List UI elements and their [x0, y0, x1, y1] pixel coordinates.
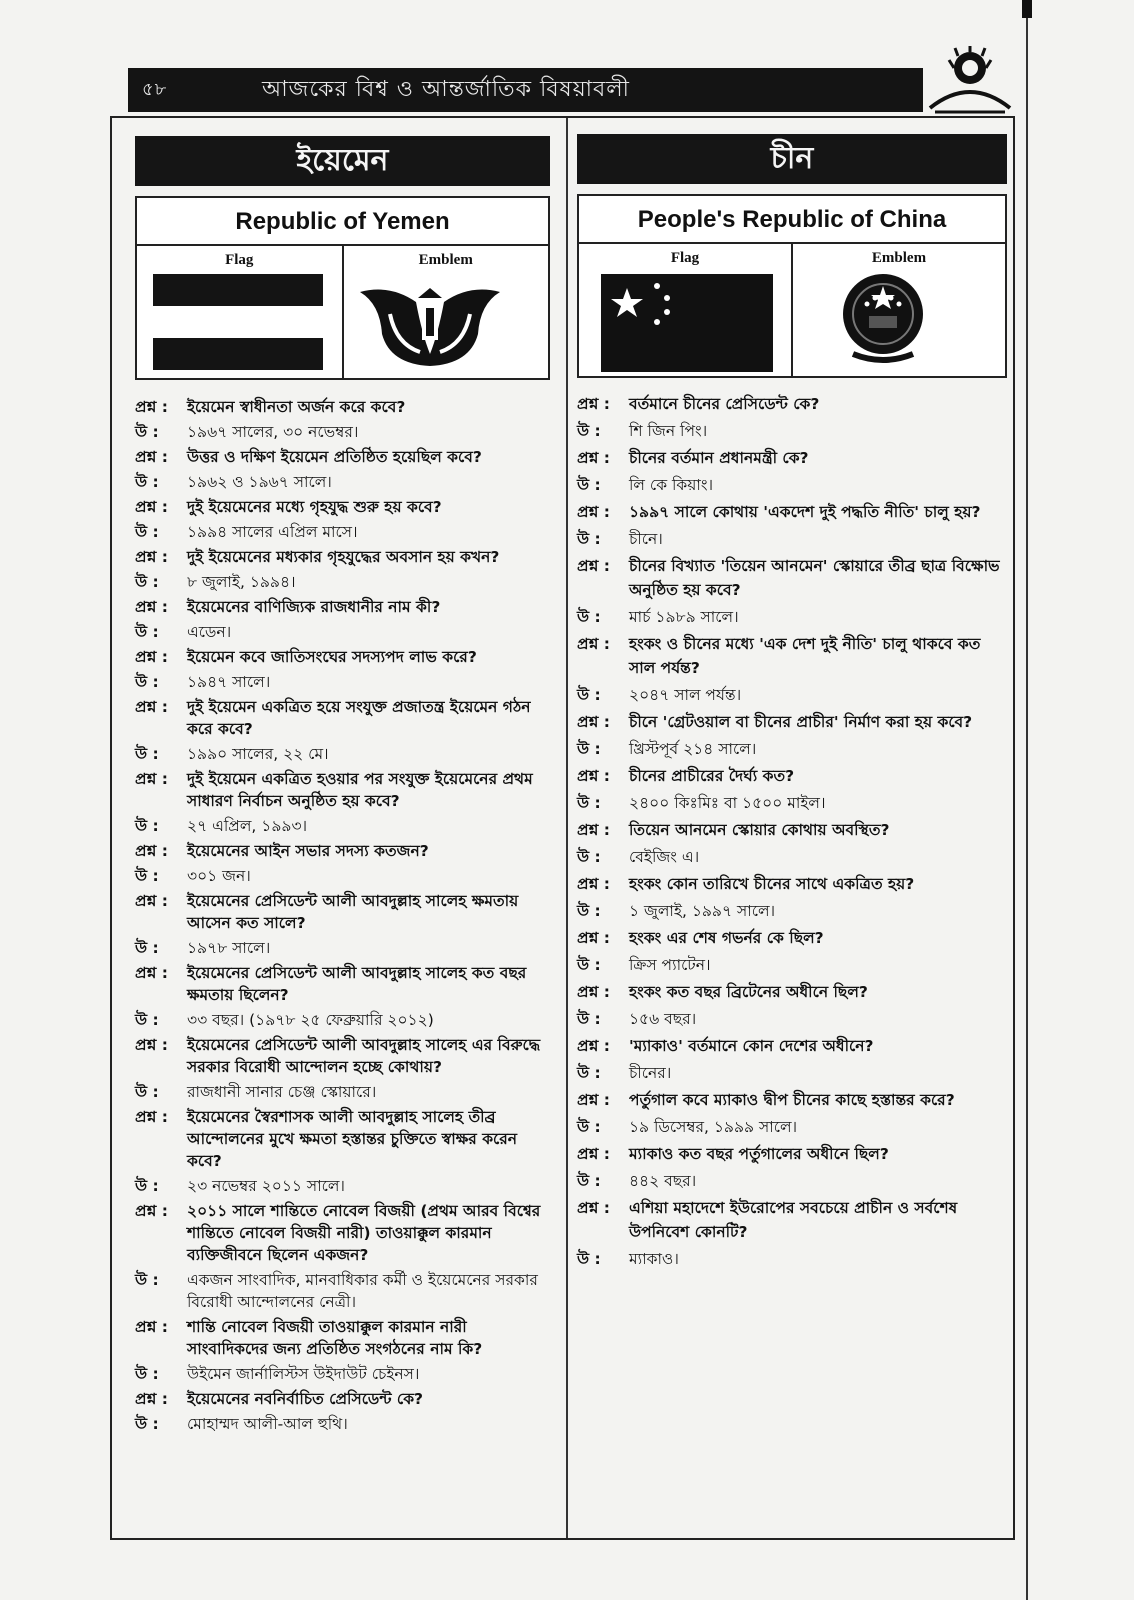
question-tag: প্রশ্ন :: [135, 698, 168, 716]
answer-tag: উ :: [135, 423, 159, 441]
yemen-qa-list: [135, 396, 550, 1435]
question-text: হংকং কত বছর ব্রিটেনের অধীনে ছিল?: [629, 983, 868, 1001]
page-number: ৫৮: [142, 78, 168, 100]
question-tag: প্রশ্ন :: [577, 1199, 610, 1217]
question-text: 'ম্যাকাও' বর্তমানে কোন দেশের অধীনে?: [629, 1037, 874, 1055]
answer-item: [135, 421, 550, 443]
answer-text: ১৯৬৭ সালের, ৩০ নভেম্বর।: [187, 423, 359, 441]
question-item: [577, 632, 1007, 680]
question-item: [135, 840, 550, 862]
question-text: ইয়েমেনের বাণিজ্যিক রাজধানীর নাম কী?: [187, 598, 441, 616]
question-tag: প্রশ্ন :: [135, 770, 168, 788]
question-tag: প্রশ্ন :: [135, 1036, 168, 1054]
answer-item: [577, 1247, 1007, 1271]
question-text: বর্তমানে চীনের প্রেসিডেন্ট কে?: [629, 395, 820, 413]
question-text: তিয়েন আনমেন স্কোয়ার কোথায় অবস্থিত?: [629, 821, 890, 839]
answer-text: ৪৪২ বছর।: [629, 1172, 697, 1190]
question-tag: প্রশ্ন :: [577, 713, 610, 731]
china-flag-icon: [601, 274, 773, 372]
answer-text: চীনে।: [629, 530, 663, 548]
yemen-flag-icon: [153, 274, 323, 370]
answer-tag: উ :: [577, 686, 601, 704]
question-item: [577, 764, 1007, 788]
yemen-column: [135, 122, 550, 1438]
answer-tag: উ :: [135, 673, 159, 691]
question-item: [577, 446, 1007, 470]
answer-text: ১৯৭৮ সালে।: [187, 939, 271, 957]
question-text: এশিয়া মহাদেশে ইউরোপের সবচেয়ে প্রাচীন ও সর্বশেষ উপনিবেশ কোনটি?: [629, 1199, 958, 1241]
question-text: ইয়েমেনের স্বৈরশাসক আলী আবদুল্লাহ সালেহ তীব্র আন্দোলনের মুখে ক্ষমতা হস্তান্তর চুক্তিতে স্বাক্ষর করেন কবে?: [187, 1108, 518, 1170]
yemen-emblem-cell: [342, 246, 549, 378]
answer-tag: উ :: [135, 523, 159, 541]
question-text: হংকং এর শেষ গভর্নর কে ছিল?: [629, 929, 824, 947]
question-text: দুই ইয়েমেনের মধ্যে গৃহযুদ্ধ শুরু হয় কবে?: [187, 498, 442, 516]
question-item: [135, 1388, 550, 1410]
question-text: ইয়েমেনের নবনির্বাচিত প্রেসিডেন্ট কে?: [187, 1390, 424, 1408]
question-text: চীনে 'গ্রেটওয়াল বা চীনের প্রাচীর' নির্মাণ করা হয় কবে?: [629, 713, 973, 731]
question-item: [135, 496, 550, 518]
question-item: [135, 1034, 550, 1078]
answer-tag: উ :: [577, 848, 601, 866]
answer-tag: উ :: [135, 473, 159, 491]
question-tag: প্রশ্ন :: [135, 448, 168, 466]
question-tag: প্রশ্ন :: [135, 648, 168, 666]
page-edge-mark: [1022, 0, 1032, 18]
answer-tag: উ :: [135, 1271, 159, 1289]
question-tag: প্রশ্ন :: [135, 964, 168, 982]
answer-tag: উ :: [135, 623, 159, 641]
yemen-infobox: [135, 196, 550, 380]
question-text: ম্যাকাও কত বছর পর্তুগালের অধীনে ছিল?: [629, 1145, 889, 1163]
answer-tag: উ :: [577, 608, 601, 626]
question-tag: প্রশ্ন :: [135, 1318, 168, 1336]
question-tag: প্রশ্ন :: [577, 1145, 610, 1163]
answer-tag: উ :: [135, 1365, 159, 1383]
answer-tag: উ :: [577, 902, 601, 920]
question-item: [135, 646, 550, 668]
question-tag: প্রশ্ন :: [577, 635, 610, 653]
answer-text: ২৭ এপ্রিল, ১৯৯৩।: [187, 817, 308, 835]
question-text: ১৯৯৭ সালে কোথায় 'একদেশ দুই পদ্ধতি নীতি' চালু হয়?: [629, 503, 981, 521]
question-item: [135, 1200, 550, 1266]
answer-item: [577, 899, 1007, 923]
question-item: [577, 500, 1007, 524]
answer-tag: উ :: [135, 573, 159, 591]
answer-tag: উ :: [577, 956, 601, 974]
answer-item: [577, 605, 1007, 629]
question-text: দুই ইয়েমেন একত্রিত হওয়ার পর সংযুক্ত ইয়েমেনের প্রথম সাধারণ নির্বাচন অনুষ্ঠিত হয় কবে?: [187, 770, 533, 810]
answer-item: [135, 815, 550, 837]
answer-tag: উ :: [577, 740, 601, 758]
answer-text: চীনের।: [629, 1064, 672, 1082]
question-item: [577, 1088, 1007, 1112]
answer-text: বেইজিং এ।: [629, 848, 700, 866]
answer-text: ক্রিস প্যাটেন।: [629, 956, 711, 974]
publisher-logo-icon: [925, 46, 1015, 116]
answer-item: [577, 953, 1007, 977]
answer-text: ১৯৯০ সালের, ২২ মে।: [187, 745, 329, 763]
question-item: [135, 596, 550, 618]
question-item: [577, 710, 1007, 734]
china-emblem-icon: [833, 270, 933, 370]
question-tag: প্রশ্ন :: [577, 449, 610, 467]
question-text: উত্তর ও দক্ষিণ ইয়েমেন প্রতিষ্ঠিত হয়েছিল কবে?: [187, 448, 482, 466]
question-text: ইয়েমেনের প্রেসিডেন্ট আলী আবদুল্লাহ সালেহ কত বছর ক্ষমতায় ছিলেন?: [187, 964, 527, 1004]
question-text: ইয়েমেন কবে জাতিসংঘের সদস্যপদ লাভ করে?: [187, 648, 477, 666]
yemen-emblem-icon: [350, 274, 510, 370]
question-tag: প্রশ্ন :: [577, 1037, 610, 1055]
answer-item: [135, 865, 550, 887]
answer-item: [135, 471, 550, 493]
question-item: [135, 1316, 550, 1360]
question-tag: প্রশ্ন :: [577, 395, 610, 413]
question-tag: প্রশ্ন :: [135, 892, 168, 910]
question-tag: প্রশ্ন :: [577, 929, 610, 947]
answer-item: [135, 937, 550, 959]
question-tag: প্রশ্ন :: [577, 983, 610, 1001]
china-heading: চীন: [577, 134, 1007, 184]
flag-label: Flag: [670, 250, 700, 266]
answer-tag: উ :: [135, 1177, 159, 1195]
question-text: চীনের বর্তমান প্রধানমন্ত্রী কে?: [629, 449, 809, 467]
question-item: [135, 546, 550, 568]
question-tag: প্রশ্ন :: [577, 767, 610, 785]
answer-text: শি জিন পিং।: [629, 422, 708, 440]
answer-item: [577, 845, 1007, 869]
question-text: হংকং কোন তারিখে চীনের সাথে একত্রিত হয়?: [629, 875, 915, 893]
china-column: [577, 122, 1007, 1274]
question-tag: প্রশ্ন :: [135, 842, 168, 860]
answer-text: ১ জুলাই, ১৯৯৭ সালে।: [629, 902, 776, 920]
question-text: দুই ইয়েমেন একত্রিত হয়ে সংযুক্ত প্রজাতন্ত্র ইয়েমেন গঠন করে কবে?: [187, 698, 531, 738]
answer-tag: উ :: [577, 1064, 601, 1082]
answer-tag: উ :: [577, 794, 601, 812]
answer-text: ১৯৪৭ সালে।: [187, 673, 271, 691]
question-item: [577, 872, 1007, 896]
answer-tag: উ :: [135, 939, 159, 957]
answer-item: [577, 791, 1007, 815]
question-tag: প্রশ্ন :: [577, 821, 610, 839]
question-text: ইয়েমেনের প্রেসিডেন্ট আলী আবদুল্লাহ সালেহ ক্ষমতায় আসেন কত সালে?: [187, 892, 519, 932]
answer-item: [577, 527, 1007, 551]
answer-tag: উ :: [135, 745, 159, 763]
question-item: [577, 1196, 1007, 1244]
answer-item: [135, 743, 550, 765]
answer-tag: উ :: [577, 1118, 601, 1136]
answer-text: ২৩ নভেম্বর ২০১১ সালে।: [187, 1177, 345, 1195]
china-official-name: People's Republic of China: [579, 196, 1005, 244]
answer-text: লি কে কিয়াং।: [629, 476, 714, 494]
question-tag: প্রশ্ন :: [577, 503, 610, 521]
answer-text: মোহাম্মদ আলী-আল হুথি।: [187, 1415, 348, 1433]
question-item: [135, 768, 550, 812]
answer-text: উইমেন জার্নালিস্টস উইদাউট চেইনস।: [187, 1365, 420, 1383]
answer-item: [135, 1413, 550, 1435]
question-item: [577, 392, 1007, 416]
answer-tag: উ :: [577, 476, 601, 494]
book-title: আজকের বিশ্ব ও আন্তর্জাতিক বিষয়াবলী: [262, 76, 630, 102]
answer-tag: উ :: [577, 1172, 601, 1190]
question-item: [577, 926, 1007, 950]
answer-text: একজন সাংবাদিক, মানবাধিকার কর্মী ও ইয়েমেনের সরকার বিরোধী আন্দোলনের নেত্রী।: [187, 1271, 538, 1311]
answer-item: [135, 1269, 550, 1313]
answer-item: [577, 737, 1007, 761]
answer-item: [135, 571, 550, 593]
question-text: পর্তুগাল কবে ম্যাকাও দ্বীপ চীনের কাছে হস্তান্তর করে?: [629, 1091, 955, 1109]
question-text: শান্তি নোবেল বিজয়ী তাওয়াক্কুল কারমান নারী সাংবাদিকদের জন্য প্রতিষ্ঠিত সংগঠনের নাম কি?: [187, 1318, 483, 1358]
answer-text: মার্চ ১৯৮৯ সালে।: [629, 608, 739, 626]
answer-item: [577, 1061, 1007, 1085]
answer-item: [135, 671, 550, 693]
answer-item: [135, 521, 550, 543]
question-item: [577, 980, 1007, 1004]
answer-text: ১৫৬ বছর।: [629, 1010, 697, 1028]
question-tag: প্রশ্ন :: [135, 1202, 168, 1220]
answer-tag: উ :: [577, 1010, 601, 1028]
question-text: চীনের বিখ্যাত 'তিয়েন আনমেন' স্কোয়ারে তীব্র ছাত্র বিক্ষোভ অনুষ্ঠিত হয় কবে?: [629, 557, 1000, 599]
question-tag: প্রশ্ন :: [135, 1108, 168, 1126]
question-item: [577, 818, 1007, 842]
question-text: দুই ইয়েমেনের মধ্যকার গৃহযুদ্ধের অবসান হয় কখন?: [187, 548, 500, 566]
question-item: [135, 696, 550, 740]
china-qa-list: [577, 392, 1007, 1271]
question-tag: প্রশ্ন :: [135, 398, 168, 416]
question-text: হংকং ও চীনের মধ্যে 'এক দেশ দুই নীতি' চালু থাকবে কত সাল পর্যন্ত?: [629, 635, 981, 677]
yemen-heading: ইয়েমেন: [135, 136, 550, 186]
answer-tag: উ :: [135, 1415, 159, 1433]
question-tag: প্রশ্ন :: [135, 548, 168, 566]
answer-text: ম্যাকাও।: [629, 1250, 679, 1268]
question-tag: প্রশ্ন :: [577, 1091, 610, 1109]
answer-item: [135, 1009, 550, 1031]
question-item: [135, 1106, 550, 1172]
answer-text: ১৯ ডিসেম্বর, ১৯৯৯ সালে।: [629, 1118, 798, 1136]
answer-item: [135, 1175, 550, 1197]
answer-tag: উ :: [135, 1083, 159, 1101]
question-tag: প্রশ্ন :: [135, 498, 168, 516]
question-tag: প্রশ্ন :: [135, 1390, 168, 1408]
question-text: চীনের প্রাচীরের দৈর্ঘ্য কত?: [629, 767, 795, 785]
column-divider: [566, 118, 568, 1538]
emblem-label: Emblem: [871, 250, 927, 266]
answer-text: ১৯৯৪ সালের এপ্রিল মাসে।: [187, 523, 358, 541]
answer-tag: উ :: [135, 817, 159, 835]
answer-item: [577, 683, 1007, 707]
answer-item: [577, 1007, 1007, 1031]
answer-text: ৩০১ জন।: [187, 867, 251, 885]
question-item: [577, 554, 1007, 602]
answer-text: ৮ জুলাই, ১৯৯৪।: [187, 573, 296, 591]
yemen-flag-cell: [137, 246, 342, 378]
yemen-official-name: Republic of Yemen: [137, 198, 548, 246]
page-header-banner: [128, 68, 923, 112]
question-tag: প্রশ্ন :: [577, 557, 610, 575]
flag-label: Flag: [225, 252, 254, 268]
question-item: [135, 446, 550, 468]
answer-item: [577, 1169, 1007, 1193]
question-text: ইয়েমেনের আইন সভার সদস্য কতজন?: [187, 842, 429, 860]
china-infobox: [577, 194, 1007, 378]
answer-text: ১৯৬২ ও ১৯৬৭ সালে।: [187, 473, 332, 491]
answer-item: [135, 621, 550, 643]
emblem-label: Emblem: [418, 252, 473, 268]
answer-text: ২০৪৭ সাল পর্যন্ত।: [629, 686, 742, 704]
question-item: [135, 396, 550, 418]
answer-text: এডেন।: [187, 623, 232, 641]
question-text: ২০১১ সালে শান্তিতে নোবেল বিজয়ী (প্রথম আরব বিশ্বের শান্তিতে নোবেল বিজয়ী নারী) তাওয়াক্কুল কারমান ব্যক্তিজীবনে ছিলেন একজন?: [187, 1202, 541, 1264]
answer-item: [135, 1081, 550, 1103]
answer-item: [577, 1115, 1007, 1139]
answer-tag: উ :: [577, 1250, 601, 1268]
answer-text: ২৪০০ কিঃমিঃ বা ১৫০০ মাইল।: [629, 794, 826, 812]
answer-item: [135, 1363, 550, 1385]
china-flag-cell: [579, 244, 791, 376]
question-tag: প্রশ্ন :: [577, 875, 610, 893]
answer-tag: উ :: [135, 1011, 159, 1029]
question-text: ইয়েমেনের প্রেসিডেন্ট আলী আবদুল্লাহ সালেহ এর বিরুদ্ধে সরকার বিরোধী আন্দোলন হচ্ছে কোথায়?: [187, 1036, 541, 1076]
answer-item: [577, 419, 1007, 443]
question-tag: প্রশ্ন :: [135, 598, 168, 616]
page-edge-line: [1026, 18, 1028, 1600]
answer-tag: উ :: [135, 867, 159, 885]
question-item: [135, 890, 550, 934]
answer-item: [577, 473, 1007, 497]
question-item: [135, 962, 550, 1006]
question-item: [577, 1142, 1007, 1166]
answer-text: ৩৩ বছর। (১৯৭৮ ২৫ ফেব্রুয়ারি ২০১২): [187, 1011, 434, 1029]
answer-tag: উ :: [577, 530, 601, 548]
question-text: ইয়েমেন স্বাধীনতা অর্জন করে কবে?: [187, 398, 406, 416]
answer-text: রাজধানী সানার চেঞ্জ স্কোয়ারে।: [187, 1083, 377, 1101]
china-emblem-cell: [791, 244, 1005, 376]
answer-text: খ্রিস্টপূর্ব ২১৪ সালে।: [629, 740, 757, 758]
question-item: [577, 1034, 1007, 1058]
answer-tag: উ :: [577, 422, 601, 440]
